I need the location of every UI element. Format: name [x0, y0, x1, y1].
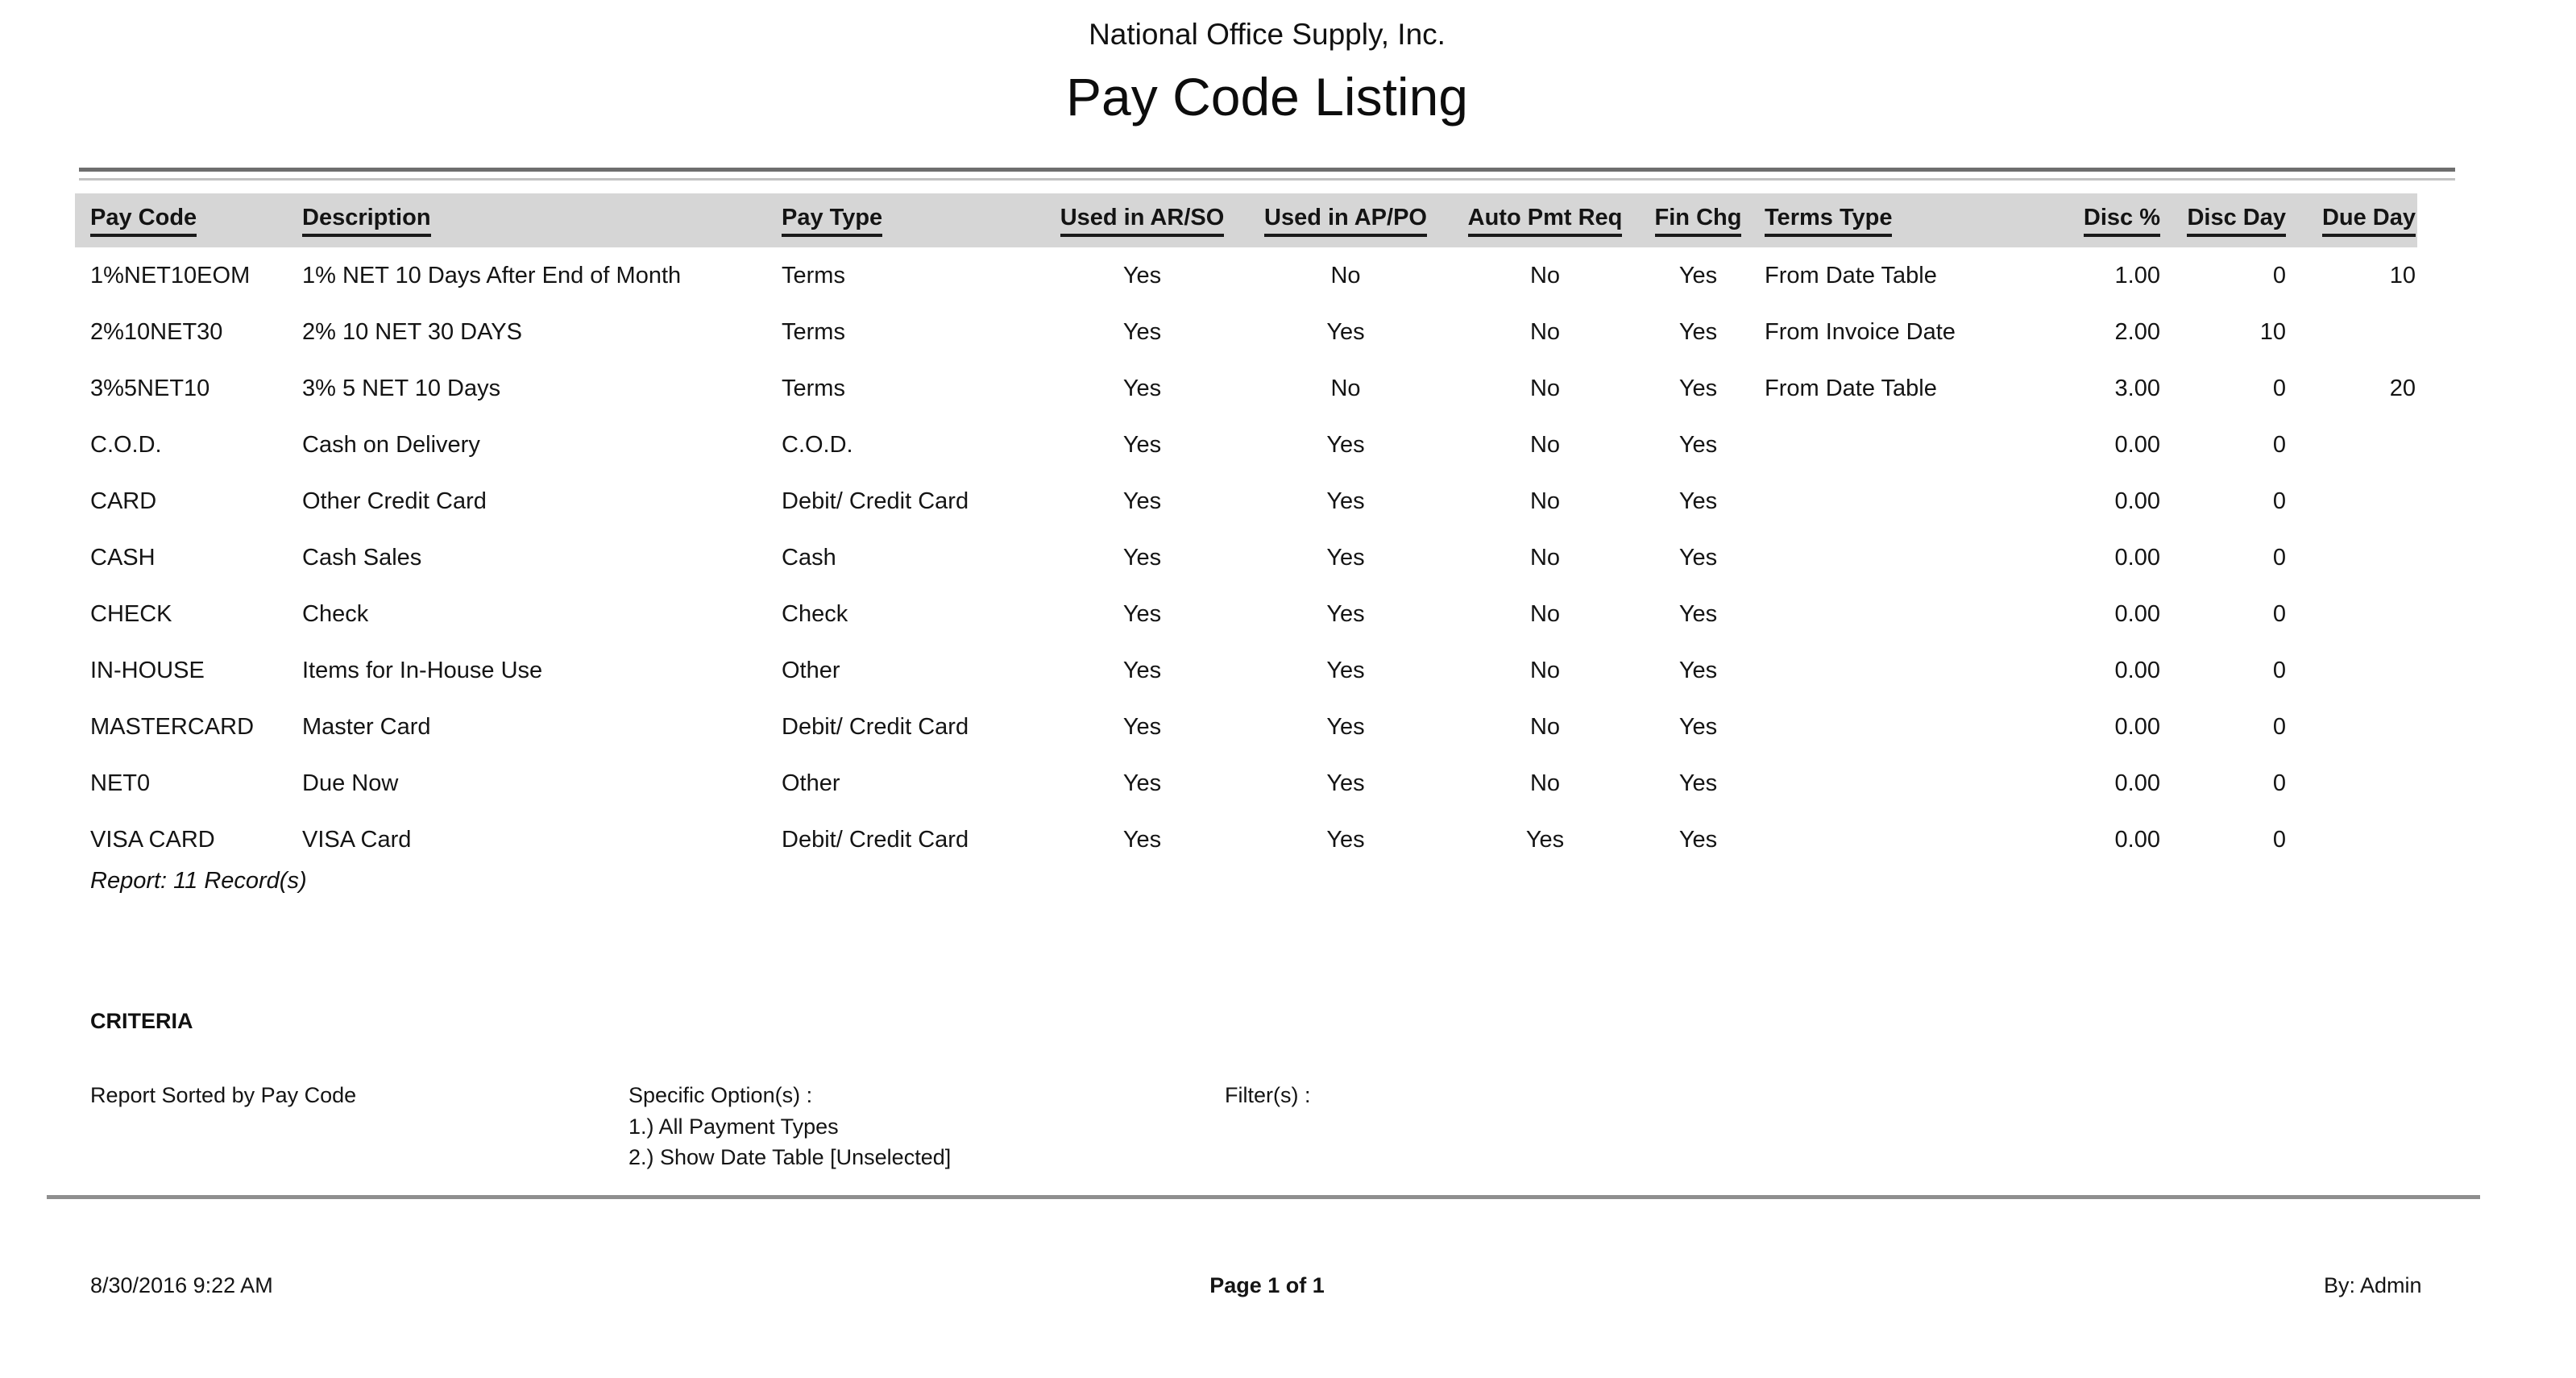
cell-disc-pct: 1.00 [2114, 262, 2160, 288]
cell-description: Other Credit Card [302, 488, 487, 514]
cell-disc-pct: 0.00 [2114, 770, 2160, 796]
table-row [75, 699, 2417, 755]
cell-used-in-ap-po: Yes [1326, 657, 1365, 683]
criteria-sorted-by: Report Sorted by Pay Code [90, 1083, 357, 1107]
cell-fin-chg: Yes [1678, 544, 1718, 571]
table-row [75, 473, 2417, 529]
criteria-heading: CRITERIA [90, 1009, 193, 1033]
table-row [75, 304, 2417, 360]
cell-description: Master Card [302, 713, 431, 740]
cell-disc-day: 0 [2272, 488, 2286, 514]
cell-used-in-ap-po: Yes [1326, 770, 1365, 796]
cell-used-in-ar-so: Yes [1122, 657, 1162, 683]
column-header-auto-pmt-req: Auto Pmt Req [1450, 205, 1640, 237]
cell-used-in-ar-so: Yes [1122, 713, 1162, 740]
cell-used-in-ar-so: Yes [1122, 375, 1162, 401]
cell-auto-pmt-req: No [1529, 375, 1561, 401]
cell-used-in-ar-so: Yes [1122, 770, 1162, 796]
cell-terms-type: From Date Table [1765, 375, 1937, 401]
cell-pay-code: CHECK [90, 600, 172, 627]
cell-used-in-ar-so: Yes [1122, 318, 1162, 345]
cell-description: 3% 5 NET 10 Days [302, 375, 501, 401]
table-row [75, 586, 2417, 642]
cell-description: Cash Sales [302, 544, 422, 571]
cell-pay-code: C.O.D. [90, 431, 162, 458]
cell-auto-pmt-req: No [1529, 770, 1561, 796]
cell-fin-chg: Yes [1678, 262, 1718, 288]
cell-pay-type: Terms [782, 262, 845, 288]
cell-disc-day: 0 [2272, 713, 2286, 740]
cell-auto-pmt-req: No [1529, 544, 1561, 571]
column-header-description: Description [292, 205, 769, 237]
table-row [75, 642, 2417, 699]
cell-used-in-ap-po: No [1330, 262, 1361, 288]
column-header-used-in-ap-po: Used in AP/PO [1241, 205, 1450, 237]
cell-disc-day: 0 [2272, 657, 2286, 683]
cell-disc-pct: 3.00 [2114, 375, 2160, 401]
cell-due-day: 10 [2389, 262, 2416, 288]
cell-auto-pmt-req: No [1529, 657, 1561, 683]
cell-disc-pct: 2.00 [2114, 318, 2160, 345]
cell-auto-pmt-req: No [1529, 431, 1561, 458]
cell-used-in-ap-po: Yes [1326, 431, 1365, 458]
cell-description: 1% NET 10 Days After End of Month [302, 262, 682, 288]
cell-pay-type: C.O.D. [782, 431, 853, 458]
cell-used-in-ar-so: Yes [1122, 826, 1162, 853]
cell-pay-type: Terms [782, 375, 845, 401]
cell-disc-day: 0 [2272, 431, 2286, 458]
cell-fin-chg: Yes [1678, 770, 1718, 796]
cell-fin-chg: Yes [1678, 600, 1718, 627]
cell-auto-pmt-req: No [1529, 713, 1561, 740]
column-header-pay-code: Pay Code [75, 205, 292, 237]
table-header-row [75, 193, 2417, 247]
cell-description: Cash on Delivery [302, 431, 480, 458]
cell-auto-pmt-req: Yes [1525, 826, 1565, 853]
cell-used-in-ar-so: Yes [1122, 431, 1162, 458]
cell-fin-chg: Yes [1678, 826, 1718, 853]
pay-code-table [75, 193, 2417, 868]
cell-used-in-ap-po: Yes [1326, 488, 1365, 514]
cell-pay-code: NET0 [90, 770, 151, 796]
cell-disc-day: 0 [2272, 826, 2286, 853]
cell-used-in-ap-po: Yes [1326, 318, 1365, 345]
cell-pay-type: Debit/ Credit Card [782, 488, 969, 514]
cell-pay-code: 3%5NET10 [90, 375, 210, 401]
cell-pay-type: Other [782, 657, 840, 683]
cell-used-in-ap-po: No [1330, 375, 1361, 401]
cell-disc-day: 0 [2272, 544, 2286, 571]
filters-label: Filter(s) : [1225, 1083, 1311, 1107]
specific-option-2: 2.) Show Date Table [Unselected] [628, 1145, 952, 1169]
company-name: National Office Supply, Inc. [1089, 18, 1446, 51]
cell-used-in-ap-po: Yes [1326, 826, 1365, 853]
cell-due-day: 20 [2389, 375, 2416, 401]
cell-auto-pmt-req: No [1529, 600, 1561, 627]
cell-disc-pct: 0.00 [2114, 488, 2160, 514]
footer-page-number: Page 1 of 1 [1209, 1273, 1325, 1297]
record-count-summary: Report: 11 Record(s) [90, 868, 307, 894]
cell-pay-code: MASTERCARD [90, 713, 255, 740]
cell-pay-code: 1%NET10EOM [90, 262, 251, 288]
cell-pay-code: IN-HOUSE [90, 657, 205, 683]
cell-pay-type: Terms [782, 318, 845, 345]
title-rule-light [79, 178, 2455, 181]
cell-used-in-ar-so: Yes [1122, 544, 1162, 571]
cell-pay-type: Cash [782, 544, 836, 571]
report-header [79, 0, 2455, 127]
column-header-terms-type: Terms Type [1757, 205, 2063, 237]
cell-pay-code: CASH [90, 544, 156, 571]
column-header-disc-pct: Disc % [2063, 205, 2167, 237]
cell-pay-type: Check [782, 600, 848, 627]
cell-disc-pct: 0.00 [2114, 826, 2160, 853]
table-body [75, 247, 2417, 868]
cell-fin-chg: Yes [1678, 318, 1718, 345]
cell-fin-chg: Yes [1678, 431, 1718, 458]
cell-disc-pct: 0.00 [2114, 657, 2160, 683]
cell-fin-chg: Yes [1678, 488, 1718, 514]
footer-datetime: 8/30/2016 9:22 AM [90, 1273, 273, 1297]
cell-disc-day: 0 [2272, 770, 2286, 796]
cell-disc-day: 10 [2259, 318, 2286, 345]
cell-disc-day: 0 [2272, 375, 2286, 401]
cell-used-in-ar-so: Yes [1122, 262, 1162, 288]
column-header-due-day: Due Day [2292, 205, 2417, 237]
cell-disc-day: 0 [2272, 262, 2286, 288]
cell-description: Check [302, 600, 369, 627]
column-header-used-in-ar-so: Used in AR/SO [1043, 205, 1241, 237]
page-title: Pay Code Listing [1066, 67, 1468, 127]
cell-description: VISA Card [302, 826, 412, 853]
cell-disc-pct: 0.00 [2114, 600, 2160, 627]
specific-option-1: 1.) All Payment Types [628, 1114, 839, 1139]
table-row [75, 811, 2417, 868]
cell-fin-chg: Yes [1678, 375, 1718, 401]
table-row [75, 417, 2417, 473]
cell-used-in-ar-so: Yes [1122, 600, 1162, 627]
column-header-disc-day: Disc Day [2167, 205, 2292, 237]
cell-used-in-ar-so: Yes [1122, 488, 1162, 514]
cell-pay-code: VISA CARD [90, 826, 215, 853]
cell-used-in-ap-po: Yes [1326, 544, 1365, 571]
cell-description: Items for In-House Use [302, 657, 543, 683]
cell-used-in-ap-po: Yes [1326, 713, 1365, 740]
cell-auto-pmt-req: No [1529, 318, 1561, 345]
cell-disc-pct: 0.00 [2114, 544, 2160, 571]
title-rule-dark [79, 168, 2455, 172]
cell-pay-type: Other [782, 770, 840, 796]
table-row [75, 755, 2417, 811]
cell-used-in-ap-po: Yes [1326, 600, 1365, 627]
cell-terms-type: From Invoice Date [1765, 318, 1956, 345]
cell-disc-pct: 0.00 [2114, 713, 2160, 740]
cell-disc-pct: 0.00 [2114, 431, 2160, 458]
footer-generated-by: By: Admin [2324, 1273, 2422, 1297]
cell-fin-chg: Yes [1678, 657, 1718, 683]
cell-pay-code: 2%10NET30 [90, 318, 223, 345]
table-row [75, 247, 2417, 304]
cell-description: Due Now [302, 770, 399, 796]
cell-pay-code: CARD [90, 488, 157, 514]
table-row [75, 529, 2417, 586]
cell-terms-type: From Date Table [1765, 262, 1937, 288]
cell-pay-type: Debit/ Credit Card [782, 826, 969, 853]
column-header-pay-type: Pay Type [769, 205, 1043, 237]
cell-disc-day: 0 [2272, 600, 2286, 627]
cell-fin-chg: Yes [1678, 713, 1718, 740]
column-header-fin-chg: Fin Chg [1640, 205, 1757, 237]
cell-description: 2% 10 NET 30 DAYS [302, 318, 522, 345]
cell-auto-pmt-req: No [1529, 488, 1561, 514]
table-row [75, 360, 2417, 417]
footer-rule [47, 1195, 2480, 1199]
cell-auto-pmt-req: No [1529, 262, 1561, 288]
specific-options-label: Specific Option(s) : [628, 1083, 813, 1107]
cell-pay-type: Debit/ Credit Card [782, 713, 969, 740]
